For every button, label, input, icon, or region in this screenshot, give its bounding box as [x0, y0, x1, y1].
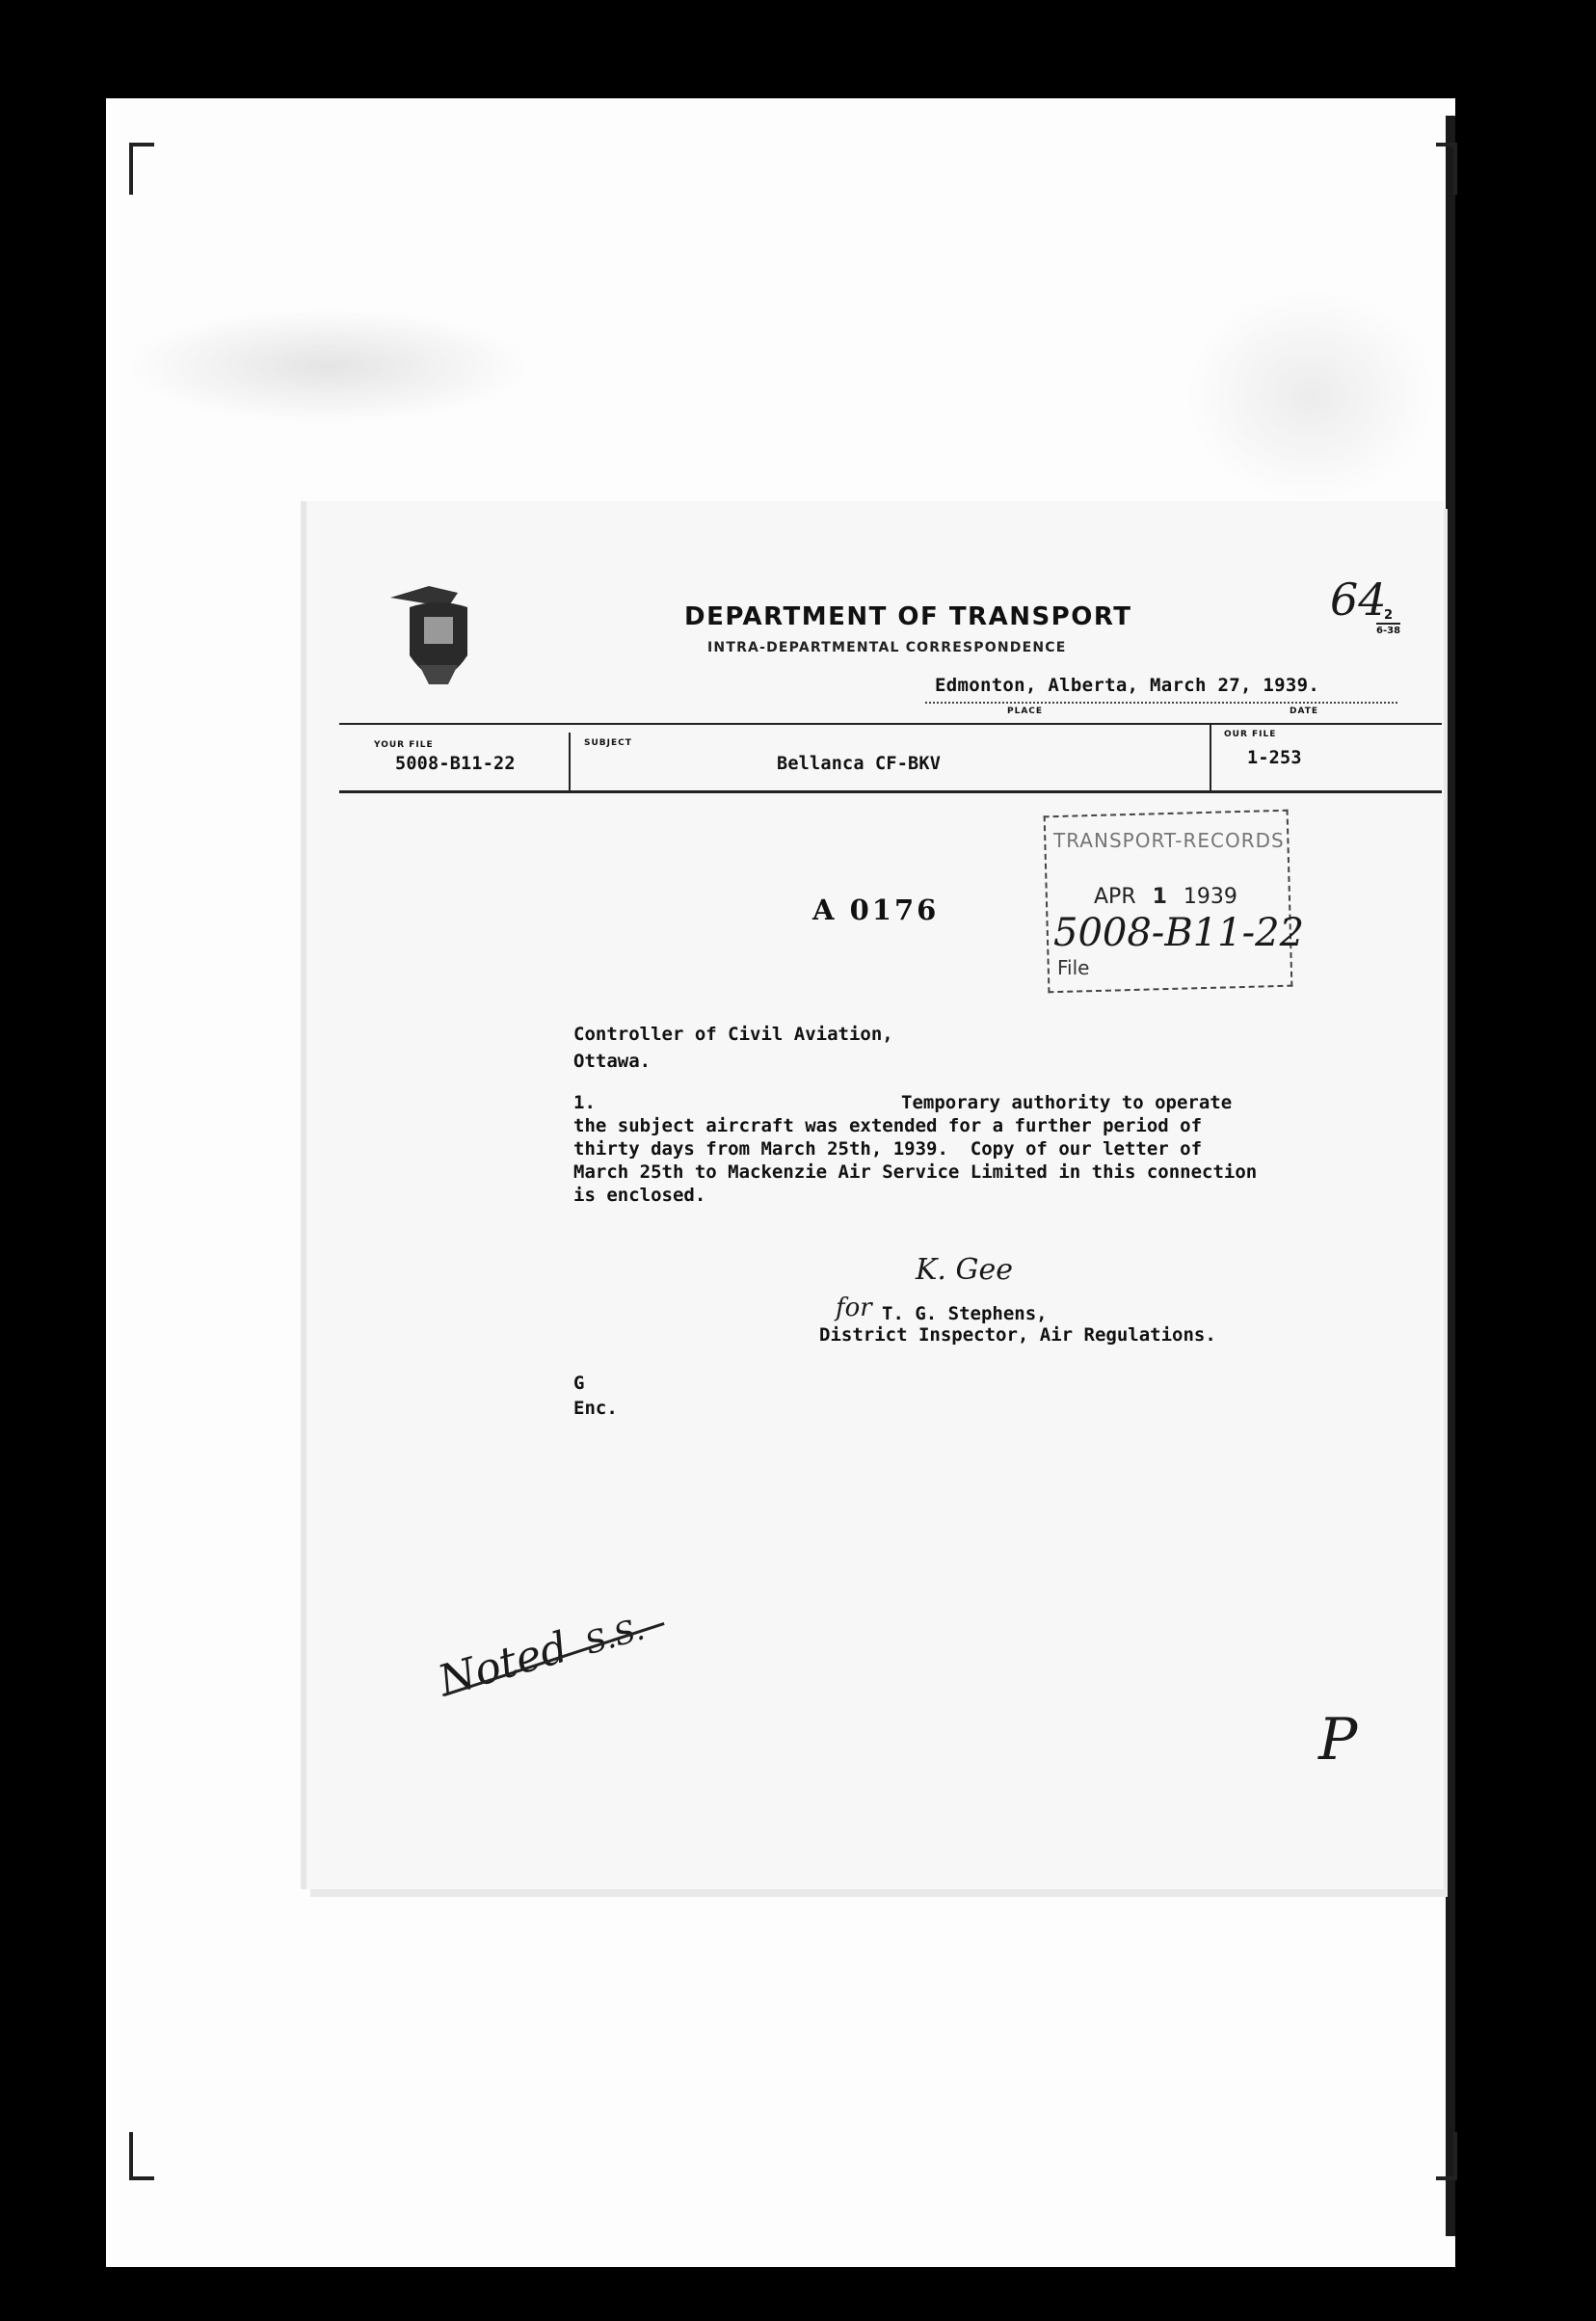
body-line: Temporary authority to operate	[901, 1092, 1233, 1113]
divider	[569, 733, 571, 792]
place-label: PLACE	[1007, 707, 1044, 716]
noted-text: Noted	[433, 1622, 573, 1707]
subject-value: Bellanca CF-BKV	[777, 754, 942, 774]
form-number	[1376, 609, 1400, 638]
stamp-day: 1	[1152, 885, 1167, 909]
body-line: is enclosed.	[573, 1185, 706, 1206]
signatory-name: T. G. Stephens,	[882, 1303, 1048, 1324]
divider	[339, 790, 1442, 793]
form-number-date: 6-38	[1376, 626, 1401, 636]
your-file-value: 5008-B11-22	[395, 754, 516, 774]
divider	[1210, 723, 1211, 792]
form-number-value: 2	[1376, 609, 1400, 625]
letterhead-title: DEPARTMENT OF TRANSPORT	[684, 602, 1132, 631]
our-file-value: 1-253	[1247, 748, 1302, 768]
addressee-line: Ottawa.	[573, 1051, 652, 1072]
crop-mark-bottom-right	[1436, 2132, 1457, 2180]
body-line: March 25th to Mackenzie Air Service Limited in this connection	[573, 1161, 1258, 1183]
addressee-line: Controller of Civil Aviation,	[573, 1024, 893, 1045]
date-label: DATE	[1290, 707, 1319, 716]
signature-initials: K. Gee	[916, 1253, 1013, 1287]
our-file-label: OUR FILE	[1224, 730, 1277, 739]
divider	[339, 723, 1442, 725]
noted-initials: S.S.	[580, 1610, 649, 1663]
crop-mark-bottom-left	[129, 2132, 154, 2180]
frame-edge	[1446, 116, 1455, 2236]
stamp-file-label: File	[1057, 956, 1090, 979]
signatory-title: District Inspector, Air Regulations.	[819, 1324, 1216, 1346]
coat-of-arms-icon	[390, 578, 487, 704]
dotted-line	[925, 702, 1397, 704]
crop-mark-top-right	[1436, 143, 1457, 195]
letterhead-subtitle: INTRA-DEPARTMENTAL CORRESPONDENCE	[707, 640, 1067, 655]
folio-number: 64	[1330, 574, 1387, 626]
typist-initial: G	[573, 1373, 585, 1394]
stamp-heading: TRANSPORT-RECORDS	[1053, 829, 1285, 852]
paragraph-number: 1.	[573, 1092, 596, 1113]
crop-mark-top-left	[129, 143, 154, 195]
margin-mark: P	[1318, 1706, 1358, 1774]
your-file-label: YOUR FILE	[374, 740, 434, 750]
body-line: the subject aircraft was extended for a further period of	[573, 1115, 1203, 1136]
enclosure-note: Enc.	[573, 1398, 618, 1419]
place-date: Edmonton, Alberta, March 27, 1939.	[935, 675, 1320, 696]
stamp-year: 1939	[1183, 885, 1237, 909]
registry-number: A 0176	[812, 894, 940, 926]
signature-for: for	[836, 1294, 872, 1322]
stamp-month: APR	[1094, 885, 1136, 909]
stamp-file-number: 5008-B11-22	[1053, 911, 1305, 955]
stamp-date	[1094, 885, 1237, 909]
body-line: thirty days from March 25th, 1939. Copy of our letter of	[573, 1138, 1203, 1160]
subject-label: SUBJECT	[584, 738, 632, 748]
